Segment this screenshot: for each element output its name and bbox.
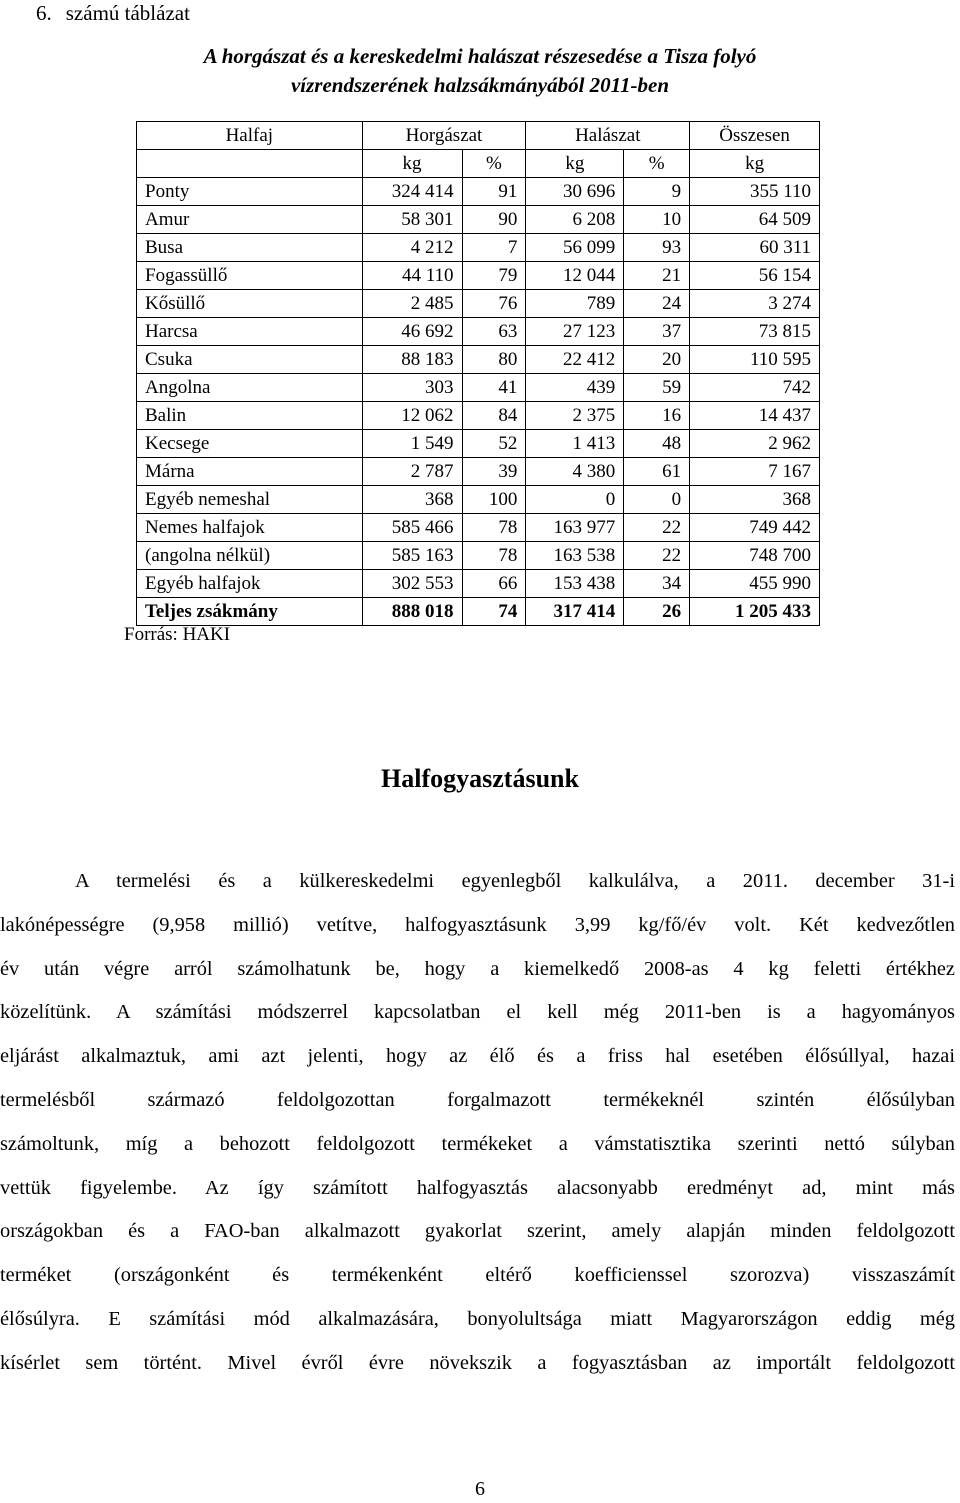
table-row <box>137 234 820 262</box>
cell-species: Márna <box>137 458 363 486</box>
cell-fishing-pct: 61 <box>624 458 690 486</box>
cell-angling-pct: 80 <box>462 346 526 374</box>
cell-angling-pct: 91 <box>462 178 526 206</box>
cell-fishing-pct: 34 <box>624 570 690 598</box>
cell-total-kg: 14 437 <box>690 402 820 430</box>
cell-species: Busa <box>137 234 363 262</box>
paragraph-line: élősúlyra. E számítási mód alkalmazására, bonyolultsága miatt Magyarországon eddig még <box>0 1307 955 1330</box>
cell-angling-pct: 74 <box>462 598 526 626</box>
table-row <box>137 402 820 430</box>
table-total-row <box>137 598 820 626</box>
cell-fishing-kg: 163 977 <box>526 514 624 542</box>
paragraph-line: számoltunk, míg a behozott feldolgozott termékeket a vámstatisztika szerinti nettó súlyban <box>0 1132 955 1155</box>
cell-fishing-pct: 37 <box>624 318 690 346</box>
cell-angling-kg: 368 <box>362 486 462 514</box>
header-fishing: Halászat <box>526 122 690 150</box>
cell-angling-kg: 4 212 <box>362 234 462 262</box>
paragraph-line: vettük figyelembe. Az így számított halfogyasztás alacsonyabb eredményt ad, mint más <box>0 1176 955 1199</box>
table-row <box>137 570 820 598</box>
cell-angling-pct: 100 <box>462 486 526 514</box>
cell-angling-pct: 41 <box>462 374 526 402</box>
table-row <box>137 458 820 486</box>
cell-angling-pct: 52 <box>462 430 526 458</box>
cell-angling-kg: 88 183 <box>362 346 462 374</box>
cell-fishing-kg: 1 413 <box>526 430 624 458</box>
paragraph-line: terméket (országonként és termékenként eltérő koefficienssel szorozva) visszaszámít <box>0 1264 955 1287</box>
unit-kg: kg <box>362 150 462 178</box>
cell-total-kg: 749 442 <box>690 514 820 542</box>
cell-fishing-pct: 26 <box>624 598 690 626</box>
cell-angling-kg: 46 692 <box>362 318 462 346</box>
cell-fishing-pct: 10 <box>624 206 690 234</box>
cell-angling-pct: 90 <box>462 206 526 234</box>
cell-fishing-pct: 22 <box>624 514 690 542</box>
paragraph-line: közelítünk. A számítási módszerrel kapcsolatban el kell még 2011-ben is a hagyományos <box>0 1001 955 1024</box>
cell-fishing-pct: 24 <box>624 290 690 318</box>
cell-species: Teljes zsákmány <box>137 598 363 626</box>
table-row <box>137 178 820 206</box>
cell-fishing-kg: 56 099 <box>526 234 624 262</box>
cell-total-kg: 3 274 <box>690 290 820 318</box>
cell-angling-pct: 78 <box>462 542 526 570</box>
cell-total-kg: 355 110 <box>690 178 820 206</box>
cell-angling-kg: 303 <box>362 374 462 402</box>
table-row <box>137 290 820 318</box>
cell-fishing-kg: 317 414 <box>526 598 624 626</box>
table-row <box>137 374 820 402</box>
cell-angling-kg: 324 414 <box>362 178 462 206</box>
cell-total-kg: 2 962 <box>690 430 820 458</box>
table-row <box>137 206 820 234</box>
paragraph-line: eljárást alkalmaztuk, ami azt jelenti, hogy az élő és a friss hal esetében élősúllyal, hazai <box>0 1045 955 1068</box>
cell-fishing-pct: 16 <box>624 402 690 430</box>
table-row <box>137 486 820 514</box>
cell-species: Harcsa <box>137 318 363 346</box>
cell-angling-kg: 888 018 <box>362 598 462 626</box>
cell-fishing-pct: 22 <box>624 542 690 570</box>
table-title-line: vízrendszerének halzsákmányából 2011-ben <box>290 73 670 97</box>
header-angling: Horgászat <box>362 122 526 150</box>
cell-fishing-pct: 59 <box>624 374 690 402</box>
cell-angling-kg: 1 549 <box>362 430 462 458</box>
cell-angling-kg: 585 163 <box>362 542 462 570</box>
table-row <box>137 542 820 570</box>
table-row <box>137 430 820 458</box>
cell-fishing-pct: 0 <box>624 486 690 514</box>
cell-total-kg: 56 154 <box>690 262 820 290</box>
source-note: Forrás: HAKI <box>124 624 231 645</box>
cell-angling-kg: 2 485 <box>362 290 462 318</box>
cell-fishing-kg: 0 <box>526 486 624 514</box>
cell-total-kg: 742 <box>690 374 820 402</box>
unit-empty <box>137 150 363 178</box>
table-caption-number: 6. <box>36 1 52 25</box>
cell-total-kg: 455 990 <box>690 570 820 598</box>
cell-angling-kg: 2 787 <box>362 458 462 486</box>
cell-angling-pct: 76 <box>462 290 526 318</box>
table-row <box>137 514 820 542</box>
cell-species: Egyéb halfajok <box>137 570 363 598</box>
cell-fishing-pct: 93 <box>624 234 690 262</box>
cell-species: Amur <box>137 206 363 234</box>
table-header-row <box>137 122 820 150</box>
cell-angling-kg: 302 553 <box>362 570 462 598</box>
table-row <box>137 262 820 290</box>
paragraph-line: év után végre arról számolhatunk be, hogy a kiemelkedő 2008-as 4 kg feletti értékhez <box>0 957 955 980</box>
cell-fishing-kg: 12 044 <box>526 262 624 290</box>
cell-angling-pct: 84 <box>462 402 526 430</box>
table-title-line: A horgászat és a kereskedelmi halászat részesedése a Tisza folyó <box>203 44 757 68</box>
paragraph-line: A termelési és a külkereskedelmi egyenlegből kalkulálva, a 2011. december 31-i <box>75 870 955 892</box>
cell-angling-kg: 58 301 <box>362 206 462 234</box>
cell-total-kg: 73 815 <box>690 318 820 346</box>
table-caption <box>36 0 190 26</box>
cell-fishing-kg: 153 438 <box>526 570 624 598</box>
cell-species: Kősüllő <box>137 290 363 318</box>
cell-total-kg: 64 509 <box>690 206 820 234</box>
cell-fishing-pct: 20 <box>624 346 690 374</box>
cell-fishing-kg: 22 412 <box>526 346 624 374</box>
cell-total-kg: 60 311 <box>690 234 820 262</box>
page-number: 6 <box>475 1478 485 1500</box>
cell-total-kg: 748 700 <box>690 542 820 570</box>
cell-fishing-kg: 2 375 <box>526 402 624 430</box>
cell-species: Fogassüllő <box>137 262 363 290</box>
cell-fishing-kg: 4 380 <box>526 458 624 486</box>
cell-fishing-pct: 21 <box>624 262 690 290</box>
cell-angling-kg: 12 062 <box>362 402 462 430</box>
unit-pct: % <box>624 150 690 178</box>
paragraph-line: lakónépességre (9,958 millió) vetítve, halfogyasztásunk 3,99 kg/fő/év volt. Két kedvezőtlen <box>0 913 955 936</box>
table-row <box>137 318 820 346</box>
cell-species: Kecsege <box>137 430 363 458</box>
cell-angling-pct: 7 <box>462 234 526 262</box>
cell-angling-pct: 66 <box>462 570 526 598</box>
cell-fishing-pct: 9 <box>624 178 690 206</box>
header-total: Összesen <box>690 122 820 150</box>
cell-species: Egyéb nemeshal <box>137 486 363 514</box>
cell-angling-pct: 39 <box>462 458 526 486</box>
body-paragraph <box>0 860 955 1386</box>
cell-angling-pct: 79 <box>462 262 526 290</box>
cell-species: (angolna nélkül) <box>137 542 363 570</box>
cell-species: Csuka <box>137 346 363 374</box>
unit-kg: kg <box>690 150 820 178</box>
fish-catch-table <box>136 121 820 626</box>
cell-total-kg: 368 <box>690 486 820 514</box>
cell-total-kg: 110 595 <box>690 346 820 374</box>
cell-fishing-pct: 48 <box>624 430 690 458</box>
cell-angling-pct: 78 <box>462 514 526 542</box>
paragraph-line: országokban és a FAO-ban alkalmazott gyakorlat szerint, amely alapján minden feldolgozott <box>0 1220 955 1243</box>
cell-angling-kg: 585 466 <box>362 514 462 542</box>
paragraph-line: termelésből származó feldolgozottan forgalmazott termékeknél szintén élősúlyban <box>0 1088 955 1111</box>
cell-fishing-kg: 27 123 <box>526 318 624 346</box>
paragraph-line: kísérlet sem történt. Mivel évről évre növekszik a fogyasztásban az importált feldolgozott <box>0 1351 955 1374</box>
cell-angling-kg: 44 110 <box>362 262 462 290</box>
cell-fishing-kg: 789 <box>526 290 624 318</box>
unit-kg: kg <box>526 150 624 178</box>
cell-species: Ponty <box>137 178 363 206</box>
table-unit-row <box>137 150 820 178</box>
cell-angling-pct: 63 <box>462 318 526 346</box>
table-row <box>137 346 820 374</box>
cell-total-kg: 1 205 433 <box>690 598 820 626</box>
cell-fishing-kg: 163 538 <box>526 542 624 570</box>
cell-fishing-kg: 30 696 <box>526 178 624 206</box>
table-caption-label: számú táblázat <box>65 1 190 25</box>
cell-total-kg: 7 167 <box>690 458 820 486</box>
cell-species: Angolna <box>137 374 363 402</box>
unit-pct: % <box>462 150 526 178</box>
cell-fishing-kg: 6 208 <box>526 206 624 234</box>
cell-species: Nemes halfajok <box>137 514 363 542</box>
cell-species: Balin <box>137 402 363 430</box>
section-title: Halfogyasztásunk <box>381 764 579 793</box>
cell-fishing-kg: 439 <box>526 374 624 402</box>
table-title <box>0 42 960 100</box>
header-species: Halfaj <box>137 122 363 150</box>
